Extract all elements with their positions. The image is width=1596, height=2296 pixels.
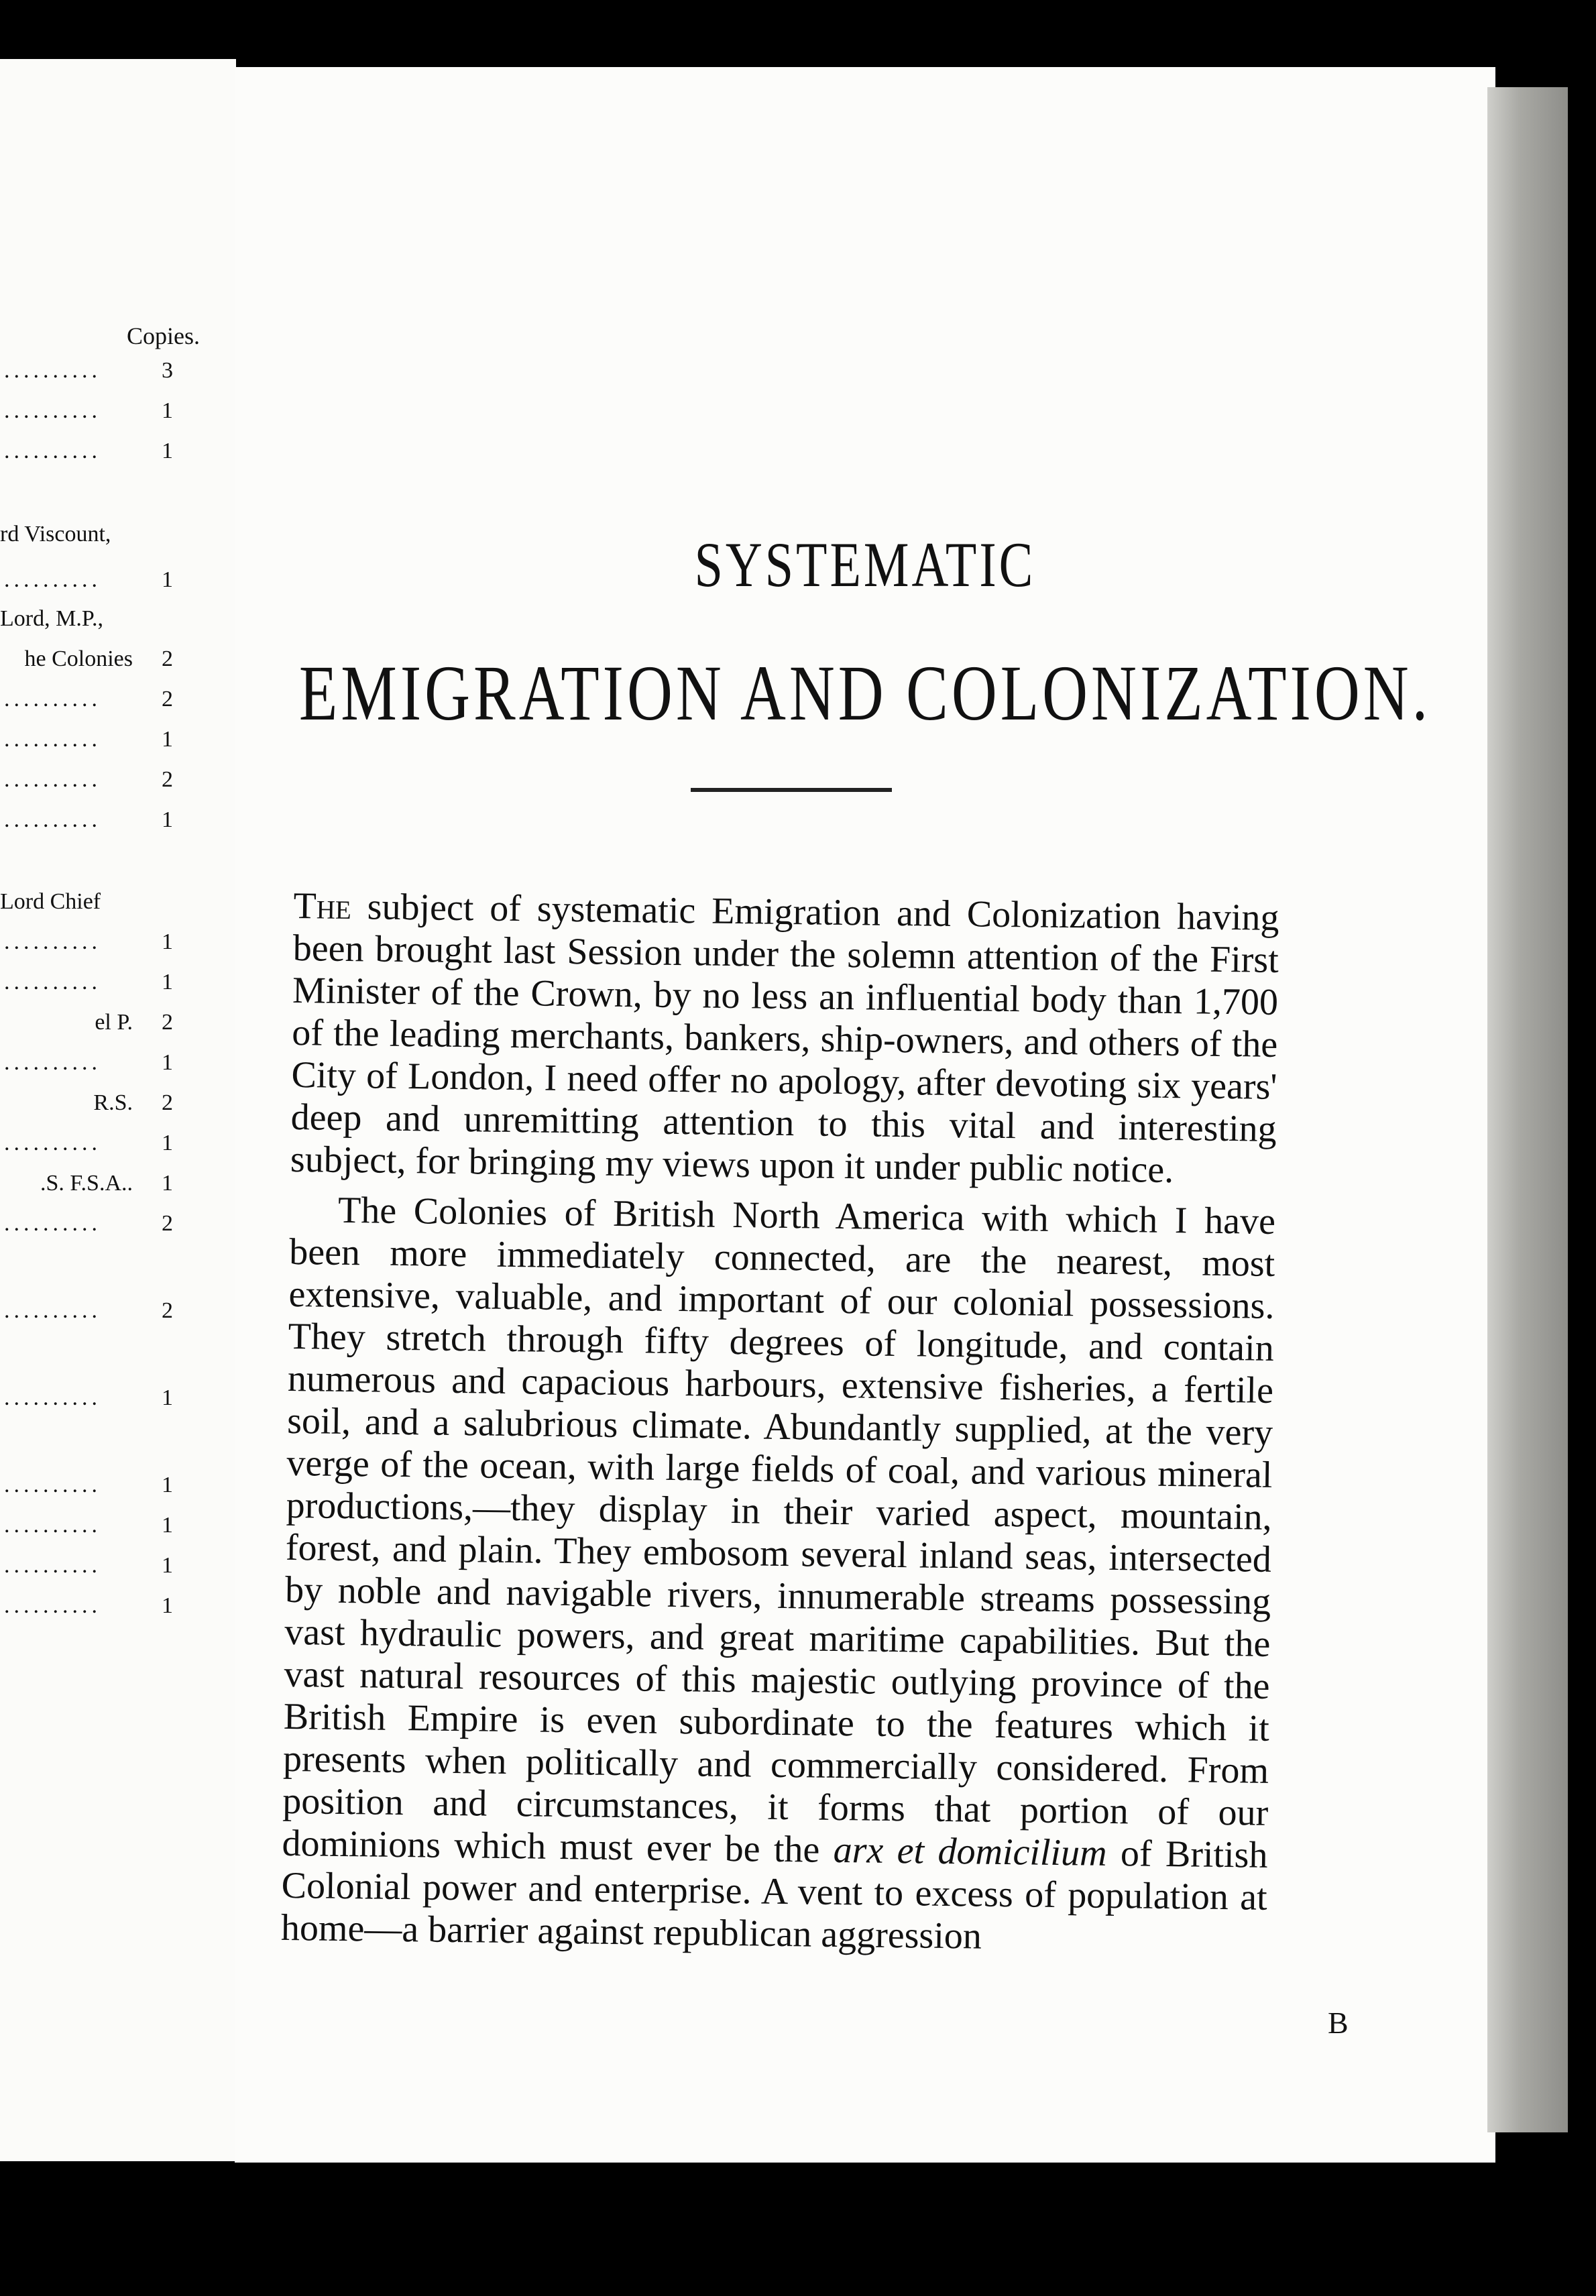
subscriber-entry xyxy=(0,723,236,756)
subscriber-entry xyxy=(0,966,236,999)
copies-count: 1 xyxy=(162,1131,173,1155)
copies-count: 2 xyxy=(162,687,173,711)
copies-count: 1 xyxy=(162,1513,173,1538)
subscriber-entry xyxy=(0,1167,236,1200)
leader-dots: .......... xyxy=(4,439,101,463)
copies-count: 1 xyxy=(162,567,173,592)
subscriber-entry xyxy=(0,394,236,428)
subscriber-entry xyxy=(0,1589,236,1623)
page-fore-edge xyxy=(1487,87,1568,2132)
subscriber-name-fragment: he Colonies xyxy=(24,646,133,671)
paragraph-2-italic-phrase: arx et domicilium xyxy=(833,1829,1107,1874)
subscriber-entry xyxy=(0,1006,236,1039)
subscriber-entry xyxy=(0,1469,236,1502)
leader-dots: .......... xyxy=(4,1211,101,1236)
leader-dots: .......... xyxy=(4,1593,101,1618)
subscriber-entry xyxy=(0,1381,236,1415)
subscriber-entry xyxy=(0,1086,236,1120)
subscriber-name-fragment: rd Viscount, xyxy=(0,522,111,547)
leader-dots: .......... xyxy=(4,1513,101,1538)
leader-dots: .......... xyxy=(4,929,101,954)
paragraph-1-text: subject of systematic Emigration and Colonization having been brought last Session under the solemn attention of the First Minister of the Crown, by no less an influential body than 1,700 of the leading merchants, bankers, ship-owners, and others of the City of London, I need offer no apology, after devoting six years' deep and unremitting attention to this vital and interesting subject, for bringing my views upon it under public notice. xyxy=(290,886,1279,1192)
subscriber-entry xyxy=(0,435,236,468)
leader-dots: .......... xyxy=(4,1385,101,1410)
copies-count: 2 xyxy=(162,646,173,671)
copies-count: 3 xyxy=(162,358,173,383)
subscriber-name-fragment: Lord Chief xyxy=(0,889,101,914)
copies-column-header: Copies. xyxy=(126,323,200,349)
leader-dots: .......... xyxy=(4,567,101,592)
subscriber-name-fragment: el P. xyxy=(95,1010,133,1035)
subscriber-entry xyxy=(0,803,236,837)
copies-count: 1 xyxy=(162,970,173,994)
paragraph-1 xyxy=(290,885,1279,1193)
paragraph-2 xyxy=(281,1189,1276,1961)
leader-dots: .......... xyxy=(4,398,101,423)
copies-count: 2 xyxy=(162,1298,173,1323)
copies-count: 2 xyxy=(162,1211,173,1236)
copies-count: 2 xyxy=(162,767,173,792)
copies-count: 1 xyxy=(162,1553,173,1578)
subscriber-entry xyxy=(0,642,236,676)
leader-dots: .......... xyxy=(4,727,101,752)
leader-dots: .......... xyxy=(4,807,101,832)
subscriber-entry xyxy=(0,1127,236,1160)
subscriber-name-fragment: Lord, M.P., xyxy=(0,606,103,631)
subscriber-entry xyxy=(0,763,236,797)
subscriber-entry xyxy=(0,1549,236,1583)
leader-dots: .......... xyxy=(4,970,101,994)
copies-count: 2 xyxy=(162,1090,173,1115)
leader-dots: .......... xyxy=(4,358,101,383)
leader-dots: .......... xyxy=(4,767,101,792)
signature-mark: B xyxy=(1328,2006,1349,2040)
subscriber-entry xyxy=(0,885,236,919)
left-facing-page xyxy=(0,59,236,2161)
subscriber-entry xyxy=(0,1294,236,1328)
paragraph-2-text-before: The Colonies of British North America with which I have been more immediately connected, are the nearest, most extensive, valuable, and important of our colonial possessions. They stretch through fifty degrees of longitude, and contain numerous and capacious harbours, extensive fisheries, a fertile soil, and a salubrious climate. Abundantly supplied, at the very verge of the ocean, with large fields of coal, and various mineral productions,—they display in their varied aspect, mountain, forest, and plain. They embosom several inland seas, intersected by noble and navigable rivers, innumerable streams possessing vast hydraulic powers, and great maritime capabilities. But the vast natural resources of this majestic outlying province of the British Empire is even subordinate to the features which it presents when politically and commercially considered. From position and circumstances, it forms that portion of our dominions which must ever be the xyxy=(282,1189,1276,1871)
subscriber-entry xyxy=(0,925,236,959)
subscriber-entry xyxy=(0,1046,236,1080)
title-rule xyxy=(691,788,892,792)
subscriber-entry xyxy=(0,1509,236,1542)
leader-dots: .......... xyxy=(4,1553,101,1578)
copies-count: 1 xyxy=(162,1593,173,1618)
title-line-2: EMIGRATION AND COLONIZATION. xyxy=(298,650,1432,737)
copies-count: 2 xyxy=(162,1010,173,1035)
leader-dots: .......... xyxy=(4,1298,101,1323)
leader-dots: .......... xyxy=(4,1473,101,1497)
main-page xyxy=(235,67,1495,2163)
copies-count: 1 xyxy=(162,807,173,832)
subscriber-entry xyxy=(0,354,236,388)
copies-count: 1 xyxy=(162,1385,173,1410)
copies-count: 1 xyxy=(162,1171,173,1196)
subscriber-entry xyxy=(0,1207,236,1241)
paragraph-1-lead-word: The xyxy=(293,885,352,928)
copies-count: 1 xyxy=(162,1473,173,1497)
leader-dots: .......... xyxy=(4,687,101,711)
paragraph-2-text-after: of British Colonial power and enterprise. A vent to excess of population at home—a barrier against republican aggression xyxy=(280,1832,1268,1957)
copies-count: 1 xyxy=(162,1050,173,1075)
copies-count: 1 xyxy=(162,439,173,463)
copies-count: 1 xyxy=(162,929,173,954)
subscriber-entry xyxy=(0,683,236,716)
subscriber-name-fragment: R.S. xyxy=(93,1090,133,1115)
title-line-1: SYSTEMATIC xyxy=(694,530,1036,601)
subscriber-entry xyxy=(0,563,236,597)
copies-count: 1 xyxy=(162,727,173,752)
body-text xyxy=(281,885,1279,1961)
subscriber-name-fragment: .S. F.S.A.. xyxy=(40,1171,133,1196)
copies-count: 1 xyxy=(162,398,173,423)
leader-dots: .......... xyxy=(4,1050,101,1075)
leader-dots: .......... xyxy=(4,1131,101,1155)
subscriber-entry xyxy=(0,602,236,636)
subscriber-entry xyxy=(0,518,236,551)
